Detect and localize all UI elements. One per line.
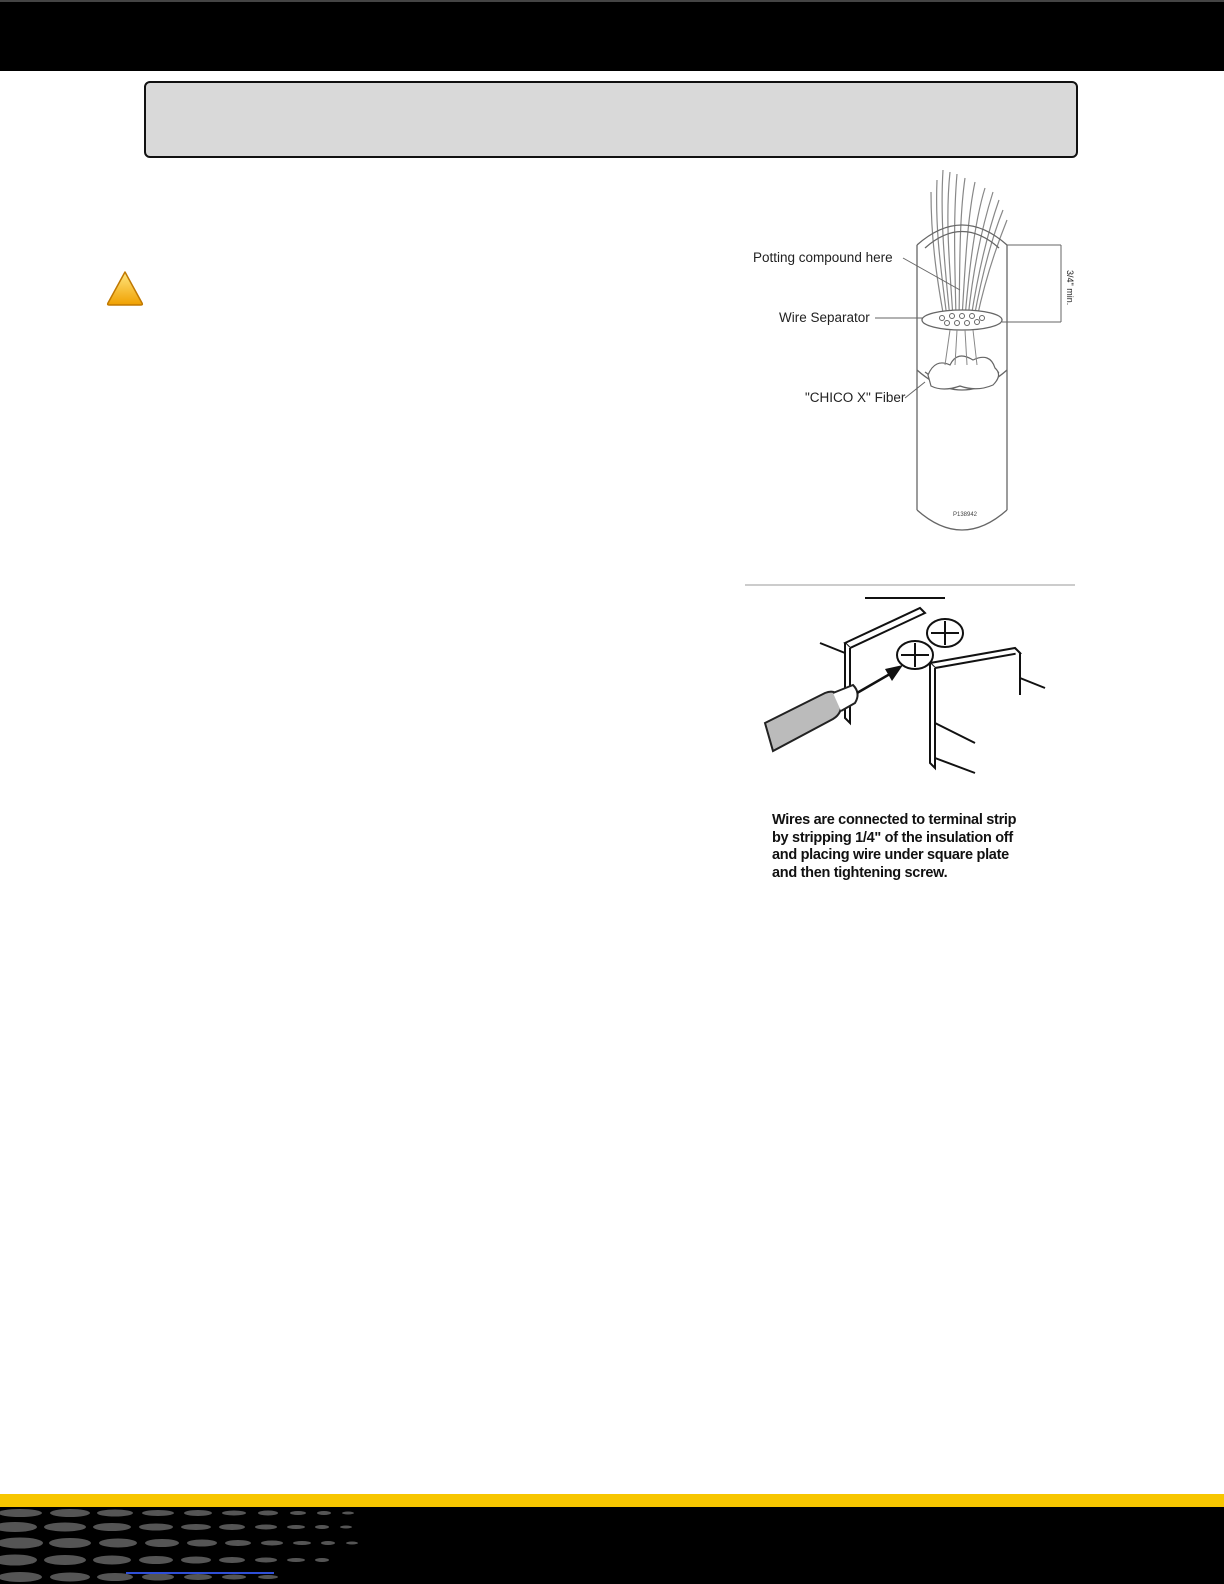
potting-label: Potting compound here <box>753 250 893 265</box>
footer-accent-stripe <box>0 1494 1224 1507</box>
wire-end <box>765 665 903 751</box>
potting-diagram <box>745 160 1085 550</box>
header-bar <box>0 0 1224 71</box>
terminal-strip-diagram <box>745 583 1075 783</box>
terminal-strip-caption <box>772 812 1072 882</box>
dimension-bracket <box>1002 245 1061 322</box>
caption-line: Wires are connected to terminal strip <box>772 812 1017 828</box>
part-number-label: P138942 <box>953 512 978 518</box>
separator-label: Wire Separator <box>779 310 870 325</box>
caption-line: by stripping 1/4" of the insulation off <box>772 829 1013 846</box>
wire-bundle <box>931 170 1007 318</box>
caption-line: and placing wire under square plate <box>772 847 1009 863</box>
caption-line: and then tightening screw. <box>772 864 948 881</box>
fiber-label: "CHICO X" Fiber <box>805 390 906 405</box>
warning-icon <box>106 270 144 306</box>
dimension-label: 3/4" min. <box>1065 270 1075 306</box>
section-title-box <box>144 81 1078 158</box>
footer-link[interactable] <box>126 1572 274 1574</box>
fiber-plug <box>928 356 999 389</box>
